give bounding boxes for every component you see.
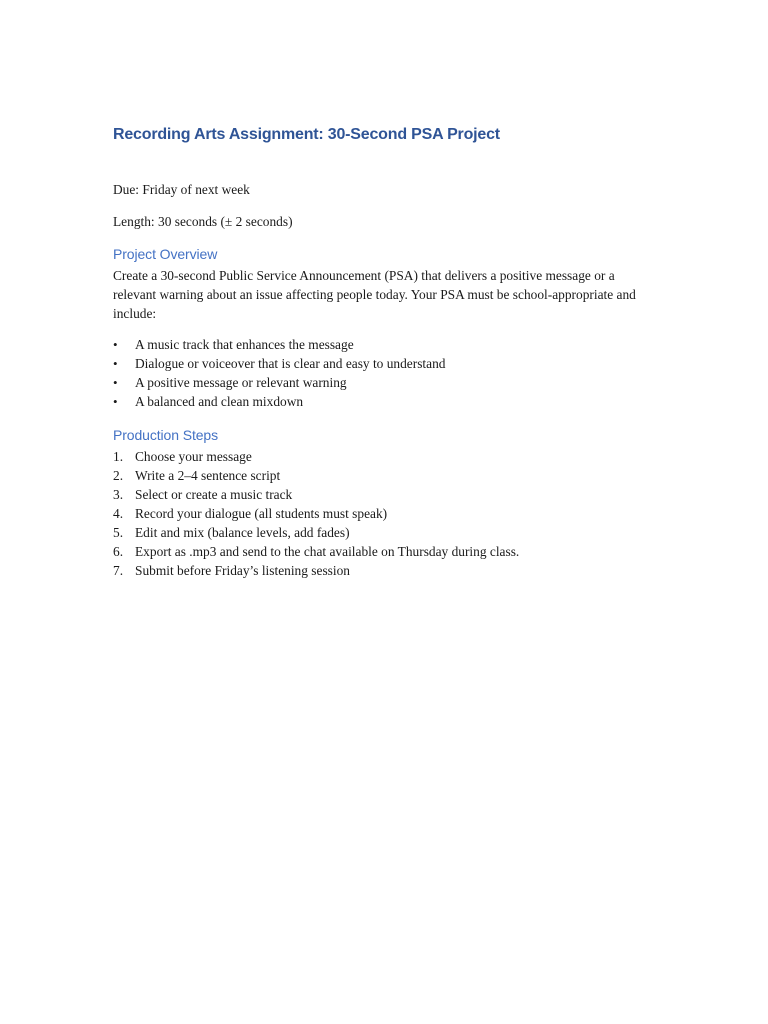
list-item bbox=[113, 523, 658, 542]
overview-heading: Project Overview bbox=[113, 246, 218, 262]
requirements-list bbox=[113, 335, 658, 411]
list-item bbox=[113, 485, 658, 504]
list-item bbox=[113, 354, 658, 373]
step-number: 7. bbox=[113, 563, 124, 578]
list-item-text: A music track that enhances the message bbox=[135, 337, 354, 352]
list-item bbox=[113, 447, 658, 466]
step-text: Export as .mp3 and send to the chat available on Thursday during class. bbox=[135, 544, 520, 559]
list-item bbox=[113, 373, 658, 392]
step-text: Edit and mix (balance levels, add fades) bbox=[135, 525, 350, 540]
step-text: Choose your message bbox=[135, 449, 252, 464]
bullet-icon: • bbox=[113, 356, 118, 371]
list-item-text: Dialogue or voiceover that is clear and easy to understand bbox=[135, 356, 446, 371]
step-number: 3. bbox=[113, 487, 124, 502]
step-number: 1. bbox=[113, 449, 124, 464]
project-length: Length: 30 seconds (± 2 seconds) bbox=[113, 214, 293, 229]
step-text: Write a 2–4 sentence script bbox=[135, 468, 281, 483]
list-item-text: A balanced and clean mixdown bbox=[135, 394, 304, 409]
list-item bbox=[113, 542, 658, 561]
list-item bbox=[113, 561, 658, 580]
step-text: Record your dialogue (all students must speak) bbox=[135, 506, 388, 521]
bullet-icon: • bbox=[113, 375, 118, 390]
steps-list bbox=[113, 447, 658, 580]
step-number: 5. bbox=[113, 525, 124, 540]
list-item-text: A positive message or relevant warning bbox=[135, 375, 347, 390]
list-item bbox=[113, 504, 658, 523]
due-date: Due: Friday of next week bbox=[113, 182, 250, 197]
steps-heading: Production Steps bbox=[113, 427, 219, 443]
step-number: 2. bbox=[113, 468, 124, 483]
bullet-icon: • bbox=[113, 337, 118, 352]
overview-paragraph: Create a 30-second Public Service Announcement (PSA) that delivers a positive message or a relevant warning about an issue affecting people today. Your PSA must be school-appropriate and include: bbox=[113, 268, 636, 321]
document-title: Recording Arts Assignment: 30-Second PSA Project bbox=[113, 126, 500, 143]
step-number: 6. bbox=[113, 544, 124, 559]
document-content bbox=[113, 124, 658, 580]
step-text: Select or create a music track bbox=[135, 487, 293, 502]
list-item bbox=[113, 335, 658, 354]
bullet-icon: • bbox=[113, 394, 118, 409]
step-text: Submit before Friday’s listening session bbox=[135, 563, 350, 578]
list-item bbox=[113, 392, 658, 411]
list-item bbox=[113, 466, 658, 485]
step-number: 4. bbox=[113, 506, 124, 521]
